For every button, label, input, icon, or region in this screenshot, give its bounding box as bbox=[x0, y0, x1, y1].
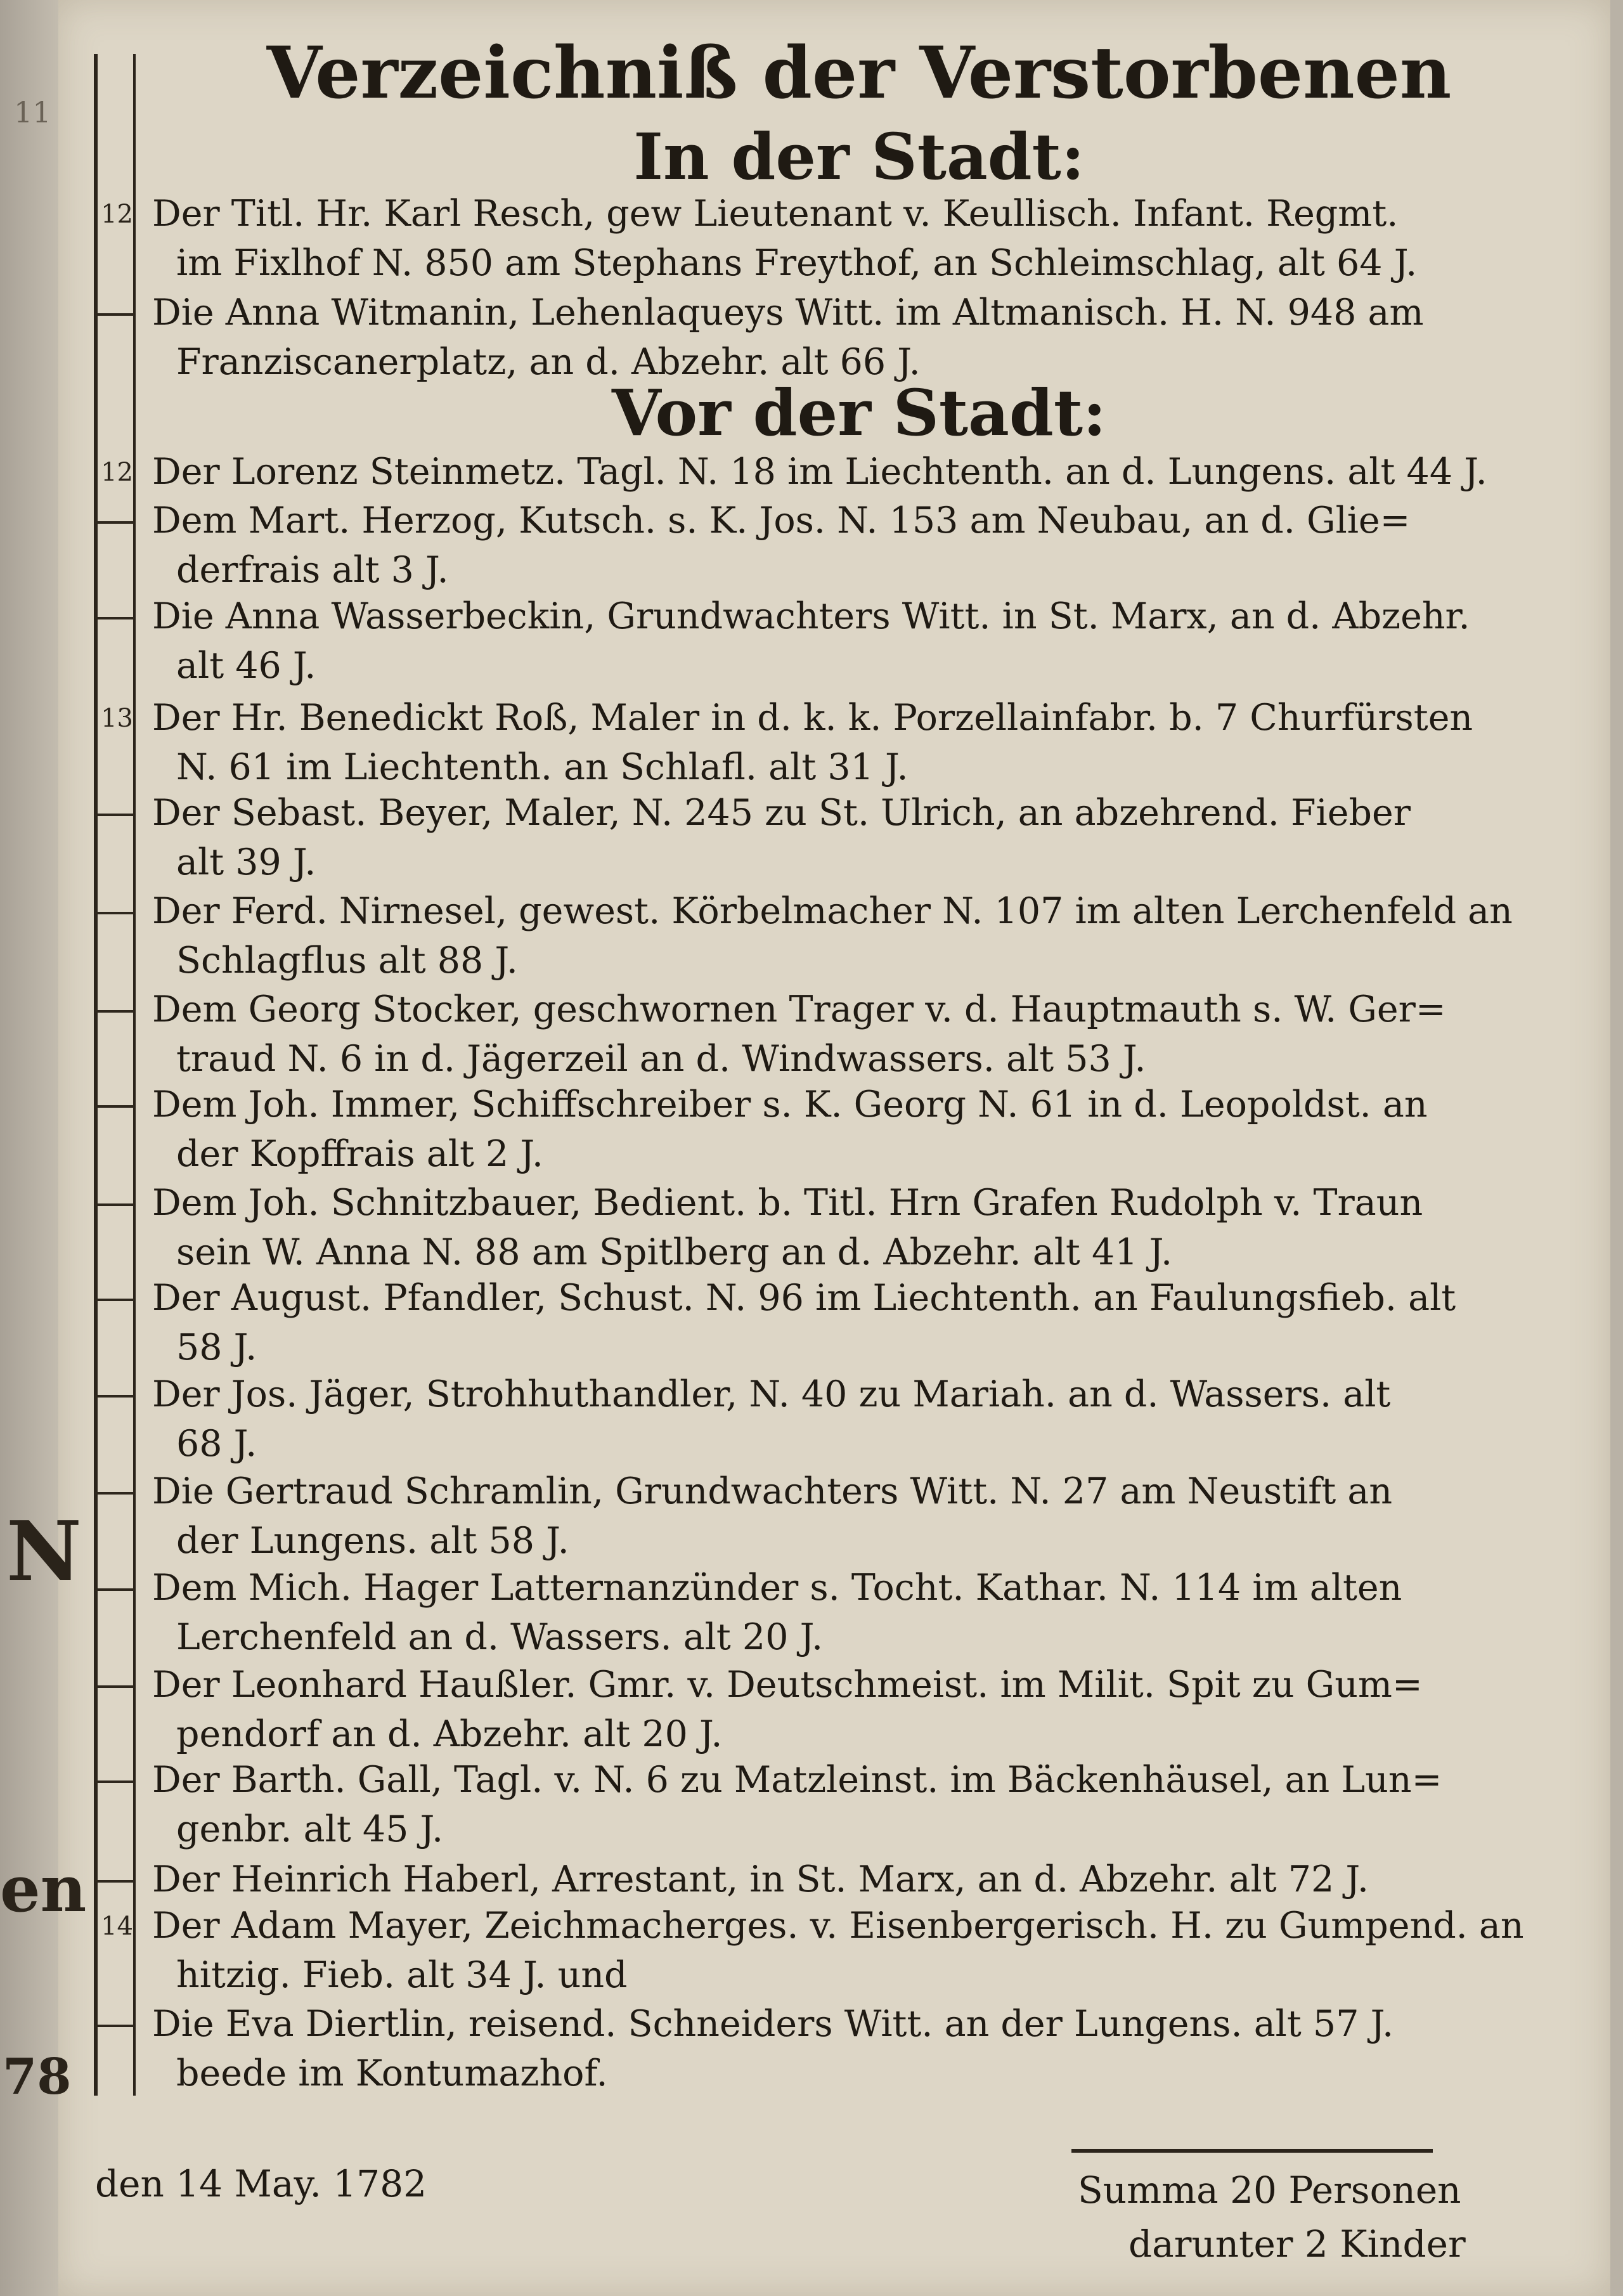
date-marker: 12 bbox=[101, 458, 133, 487]
entry-line: Der Barth. Gall, Tagl. v. N. 6 zu Matzleinst. im Bäckenhäusel, an Lun= bbox=[152, 1759, 1442, 1801]
entry-dash bbox=[95, 1588, 134, 1591]
entry-line: der Lungens. alt 58 J. bbox=[176, 1520, 569, 1562]
entry-line: Die Anna Wasserbeckin, Grundwachters Witt. in St. Marx, an d. Abzehr. bbox=[152, 595, 1470, 637]
entry-dash bbox=[95, 1010, 134, 1013]
entry-dash bbox=[95, 1492, 134, 1495]
entry-line: Der Adam Mayer, Zeichmacherges. v. Eisenbergerisch. H. zu Gumpend. an bbox=[152, 1905, 1524, 1947]
entry-dash bbox=[95, 1780, 134, 1783]
entry-dash bbox=[95, 521, 134, 524]
entry-dash bbox=[95, 1685, 134, 1688]
entry-line: Dem Mich. Hager Latternanzünder s. Tocht. Kathar. N. 114 im alten bbox=[152, 1567, 1402, 1609]
entry-line: Der Ferd. Nirnesel, gewest. Körbelmacher N. 107 im alten Lerchenfeld an bbox=[152, 890, 1513, 932]
entry-line: Der August. Pfandler, Schust. N. 96 im Liechtenth. an Faulungsfieb. alt bbox=[152, 1277, 1456, 1319]
date-marker: 13 bbox=[101, 704, 133, 733]
entry-dash bbox=[95, 1203, 134, 1206]
entry-line: traud N. 6 in d. Jägerzeil an d. Windwassers. alt 53 J. bbox=[176, 1038, 1146, 1080]
entry-dash bbox=[95, 1880, 134, 1883]
entry-line: 68 J. bbox=[176, 1423, 257, 1465]
entry-dash bbox=[95, 1395, 134, 1398]
entry-line: Dem Joh. Schnitzbauer, Bedient. b. Titl. Hrn Grafen Rudolph v. Traun bbox=[152, 1182, 1423, 1224]
margin-fragment: N bbox=[6, 1503, 82, 1600]
entry-line: sein W. Anna N. 88 am Spitlberg an d. Abzehr. alt 41 J. bbox=[176, 1231, 1173, 1273]
entry-line: Der Heinrich Haberl, Arrestant, in St. Marx, an d. Abzehr. alt 72 J. bbox=[152, 1858, 1369, 1900]
date-marker: 12 bbox=[101, 200, 133, 229]
entry-line: hitzig. Fieb. alt 34 J. und bbox=[176, 1954, 628, 1996]
entry-line: Der Titl. Hr. Karl Resch, gew Lieutenant v. Keullisch. Infant. Regmt. bbox=[152, 193, 1399, 235]
entry-line: N. 61 im Liechtenth. an Schlafl. alt 31 J. bbox=[176, 746, 908, 788]
date-marker: 14 bbox=[101, 1912, 133, 1941]
entry-line: der Kopffrais alt 2 J. bbox=[176, 1133, 543, 1175]
entry-line: Der Jos. Jäger, Strohhuthandler, N. 40 zu Mariah. an d. Wassers. alt bbox=[152, 1373, 1391, 1415]
margin-rule bbox=[133, 54, 136, 2096]
entry-dash bbox=[95, 814, 134, 816]
entry-line: Dem Joh. Immer, Schiffschreiber s. K. Georg N. 61 in d. Leopoldst. an bbox=[152, 1084, 1428, 1125]
entry-dash bbox=[95, 617, 134, 619]
entry-dash bbox=[95, 1105, 134, 1108]
entry-line: beede im Kontumazhof. bbox=[176, 2053, 608, 2094]
entry-dash bbox=[95, 313, 134, 316]
binding-edge bbox=[0, 0, 58, 2296]
entry-line: Der Lorenz Steinmetz. Tagl. N. 18 im Liechtenth. an d. Lungens. alt 44 J. bbox=[152, 451, 1487, 493]
entry-line: Der Leonhard Haußler. Gmr. v. Deutschmeist. im Milit. Spit zu Gum= bbox=[152, 1664, 1423, 1706]
entry-line: Dem Mart. Herzog, Kutsch. s. K. Jos. N. 153 am Neubau, an d. Glie= bbox=[152, 500, 1411, 542]
margin-rule bbox=[94, 54, 98, 2096]
entry-dash bbox=[95, 1299, 134, 1301]
section-heading-city: In der Stadt: bbox=[633, 119, 1085, 194]
entry-line: Dem Georg Stocker, geschwornen Trager v. d. Hauptmauth s. W. Ger= bbox=[152, 989, 1446, 1030]
entry-line: alt 46 J. bbox=[176, 645, 316, 687]
entry-line: genbr. alt 45 J. bbox=[176, 1808, 444, 1850]
section-heading-suburb: Vor der Stadt: bbox=[612, 375, 1106, 450]
summary-total: Summa 20 Personen bbox=[1078, 2169, 1461, 2212]
margin-fragment: 78 bbox=[3, 2048, 72, 2106]
entry-line: alt 39 J. bbox=[176, 841, 316, 883]
entry-line: 58 J. bbox=[176, 1326, 257, 1368]
entry-line: Der Sebast. Beyer, Maler, N. 245 zu St. Ulrich, an abzehrend. Fieber bbox=[152, 792, 1411, 834]
entry-line: Der Hr. Benedickt Roß, Maler in d. k. k. Porzellainfabr. b. 7 Churfürsten bbox=[152, 697, 1473, 739]
margin-fragment: 11 bbox=[14, 95, 51, 129]
entry-line: Franziscanerplatz, an d. Abzehr. alt 66 J. bbox=[176, 341, 921, 383]
entry-line: Lerchenfeld an d. Wassers. alt 20 J. bbox=[176, 1616, 824, 1658]
summary-children: darunter 2 Kinder bbox=[1128, 2222, 1466, 2266]
entry-line: pendorf an d. Abzehr. alt 20 J. bbox=[176, 1713, 723, 1755]
entry-line: Die Gertraud Schramlin, Grundwachters Witt. N. 27 am Neustift an bbox=[152, 1470, 1393, 1512]
entry-line: Die Anna Witmanin, Lehenlaqueys Witt. im Altmanisch. H. N. 948 am bbox=[152, 292, 1424, 334]
entry-line: Schlagflus alt 88 J. bbox=[176, 940, 518, 982]
entry-line: derfrais alt 3 J. bbox=[176, 549, 449, 591]
page-title: Verzeichniß der Verstorbenen bbox=[266, 32, 1452, 115]
entry-line: im Fixlhof N. 850 am Stephans Freythof, an Schleimschlag, alt 64 J. bbox=[176, 242, 1418, 284]
entry-dash bbox=[95, 912, 134, 914]
margin-fragment: en bbox=[0, 1852, 87, 1926]
entry-line: Die Eva Diertlin, reisend. Schneiders Witt. an der Lungens. alt 57 J. bbox=[152, 2003, 1394, 2045]
entry-dash bbox=[95, 2025, 134, 2027]
footer-date: den 14 May. 1782 bbox=[95, 2162, 427, 2205]
summary-rule bbox=[1071, 2149, 1433, 2153]
